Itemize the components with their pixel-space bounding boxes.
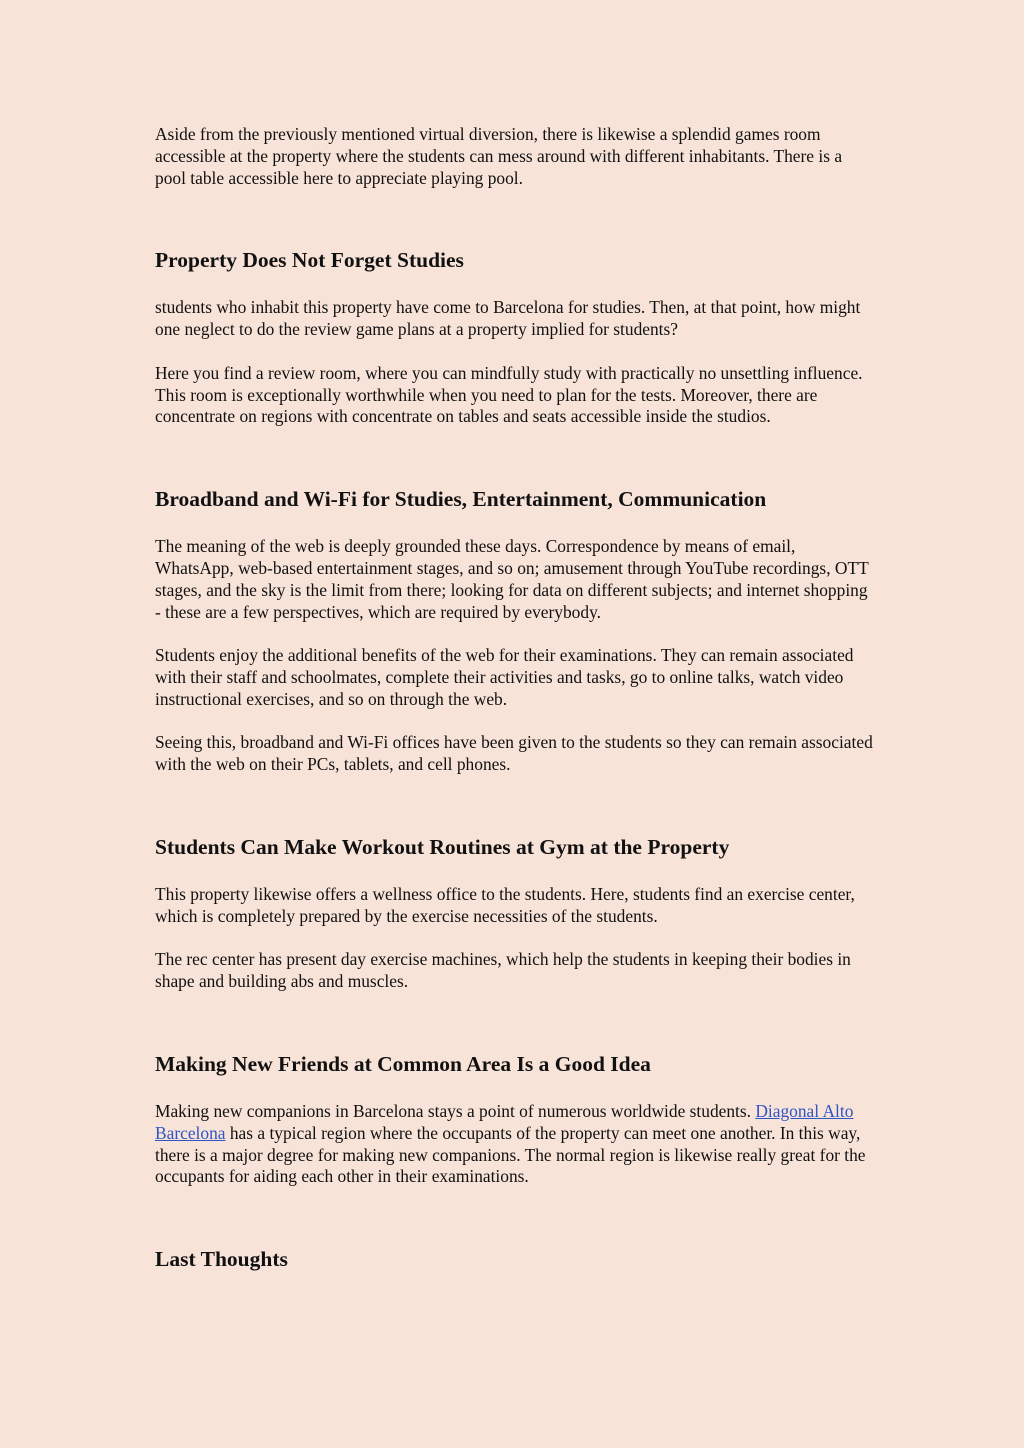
gym-paragraph-2: The rec center has present day exercise machines, which help the students in keeping their bodies in shape and building abs and muscles.	[155, 949, 851, 992]
section-heading-friends: Making New Friends at Common Area Is a Good Idea	[155, 1051, 651, 1076]
broadband-paragraph-3: Seeing this, broadband and Wi-Fi offices have been given to the students so they can remain associated with the web on their PCs, tablets, and cell phones.	[155, 732, 873, 775]
studies-paragraph-2: Here you find a review room, where you can mindfully study with practically no unsettling influence. This room is exceptionally worthwhile when you need to plan for the tests. Moreover, there are concentrate on regions with concentrate on tables and seats accessible inside the studios.	[155, 362, 863, 427]
friends-paragraph-start: Making new companions in Barcelona stays a point of numerous worldwide students.	[155, 1100, 756, 1121]
broadband-paragraph-1: The meaning of the web is deeply grounded these days. Correspondence by means of email, WhatsApp, web-based entertainment stages, and so on; amusement through YouTube recordings, OTT stages, and the sky is the limit from there; looking for data on different subjects; and internet shopping - these are a few perspectives, which are required by everybody.	[155, 536, 869, 622]
broadband-paragraph-2: Students enjoy the additional benefits of the web for their examinations. They can remain associated with their staff and schoolmates, complete their activities and tasks, go to online talks, watch video instructional exercises, and so on through the web.	[155, 645, 854, 709]
gym-paragraph-1: This property likewise offers a wellness office to the students. Here, students find an exercise center, which is completely prepared by the exercise necessities of the students.	[155, 883, 855, 926]
friends-paragraph-end: has a typical region where the occupants of the property can meet one another. In this way, there is a major degree for making new companions. The normal region is likewise really great for the occupants for aiding each other in their examinations.	[155, 1122, 866, 1187]
section-heading-gym: Students Can Make Workout Routines at Gym at the Property	[155, 834, 730, 859]
diagonal-alto-link[interactable]: Diagonal Alto Barcelona	[155, 1100, 854, 1143]
studies-paragraph-1: students who inhabit this property have come to Barcelona for studies. Then, at that point, how might one neglect to do the review game plans at a property implied for students?	[155, 297, 861, 340]
friends-paragraph	[155, 1101, 875, 1188]
section-heading-studies: Property Does Not Forget Studies	[155, 248, 464, 273]
document-body	[155, 124, 875, 1272]
section-heading-last-thoughts: Last Thoughts	[155, 1247, 288, 1272]
section-heading-broadband: Broadband and Wi-Fi for Studies, Entertainment, Communication	[155, 487, 767, 512]
intro-paragraph: Aside from the previously mentioned virtual diversion, there is likewise a splendid games room accessible at the property where the students can mess around with different inhabitants. There is a pool table accessible here to appreciate playing pool.	[155, 124, 843, 188]
